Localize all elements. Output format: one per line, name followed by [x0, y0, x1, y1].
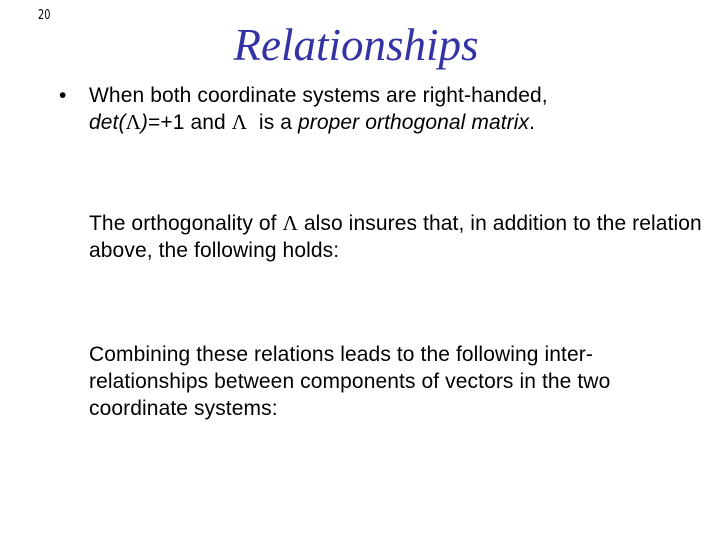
lambda-symbol-3: Λ: [282, 211, 298, 235]
det-suffix: ): [140, 111, 149, 134]
period-text: .: [529, 111, 536, 134]
paragraph-right-handed-line1: When both coordinate systems are right-handed,: [89, 84, 548, 107]
paragraph-orthogonality: [89, 210, 709, 264]
equals-text: =+1 and: [148, 111, 232, 134]
paragraph-combining: Combining these relations leads to the following inter-relationships between components of vectors in the two coordinate systems:: [89, 343, 611, 420]
lambda-symbol: Λ: [125, 110, 141, 134]
paragraph-right-handed: [89, 82, 709, 136]
slide-title: Relationships: [233, 20, 479, 70]
det-prefix: det(: [89, 111, 126, 134]
orthogonality-after: also insures that, in addition to the relation above, the following holds:: [89, 212, 702, 262]
proper-orthogonal-text: proper orthogonal matrix: [297, 111, 530, 134]
slide-number: 20: [38, 8, 51, 23]
is-a-text: is a: [247, 111, 298, 134]
orthogonality-before: The orthogonality of: [89, 212, 283, 235]
bullet-point: •: [59, 84, 67, 107]
lambda-symbol-2: Λ: [231, 110, 248, 134]
